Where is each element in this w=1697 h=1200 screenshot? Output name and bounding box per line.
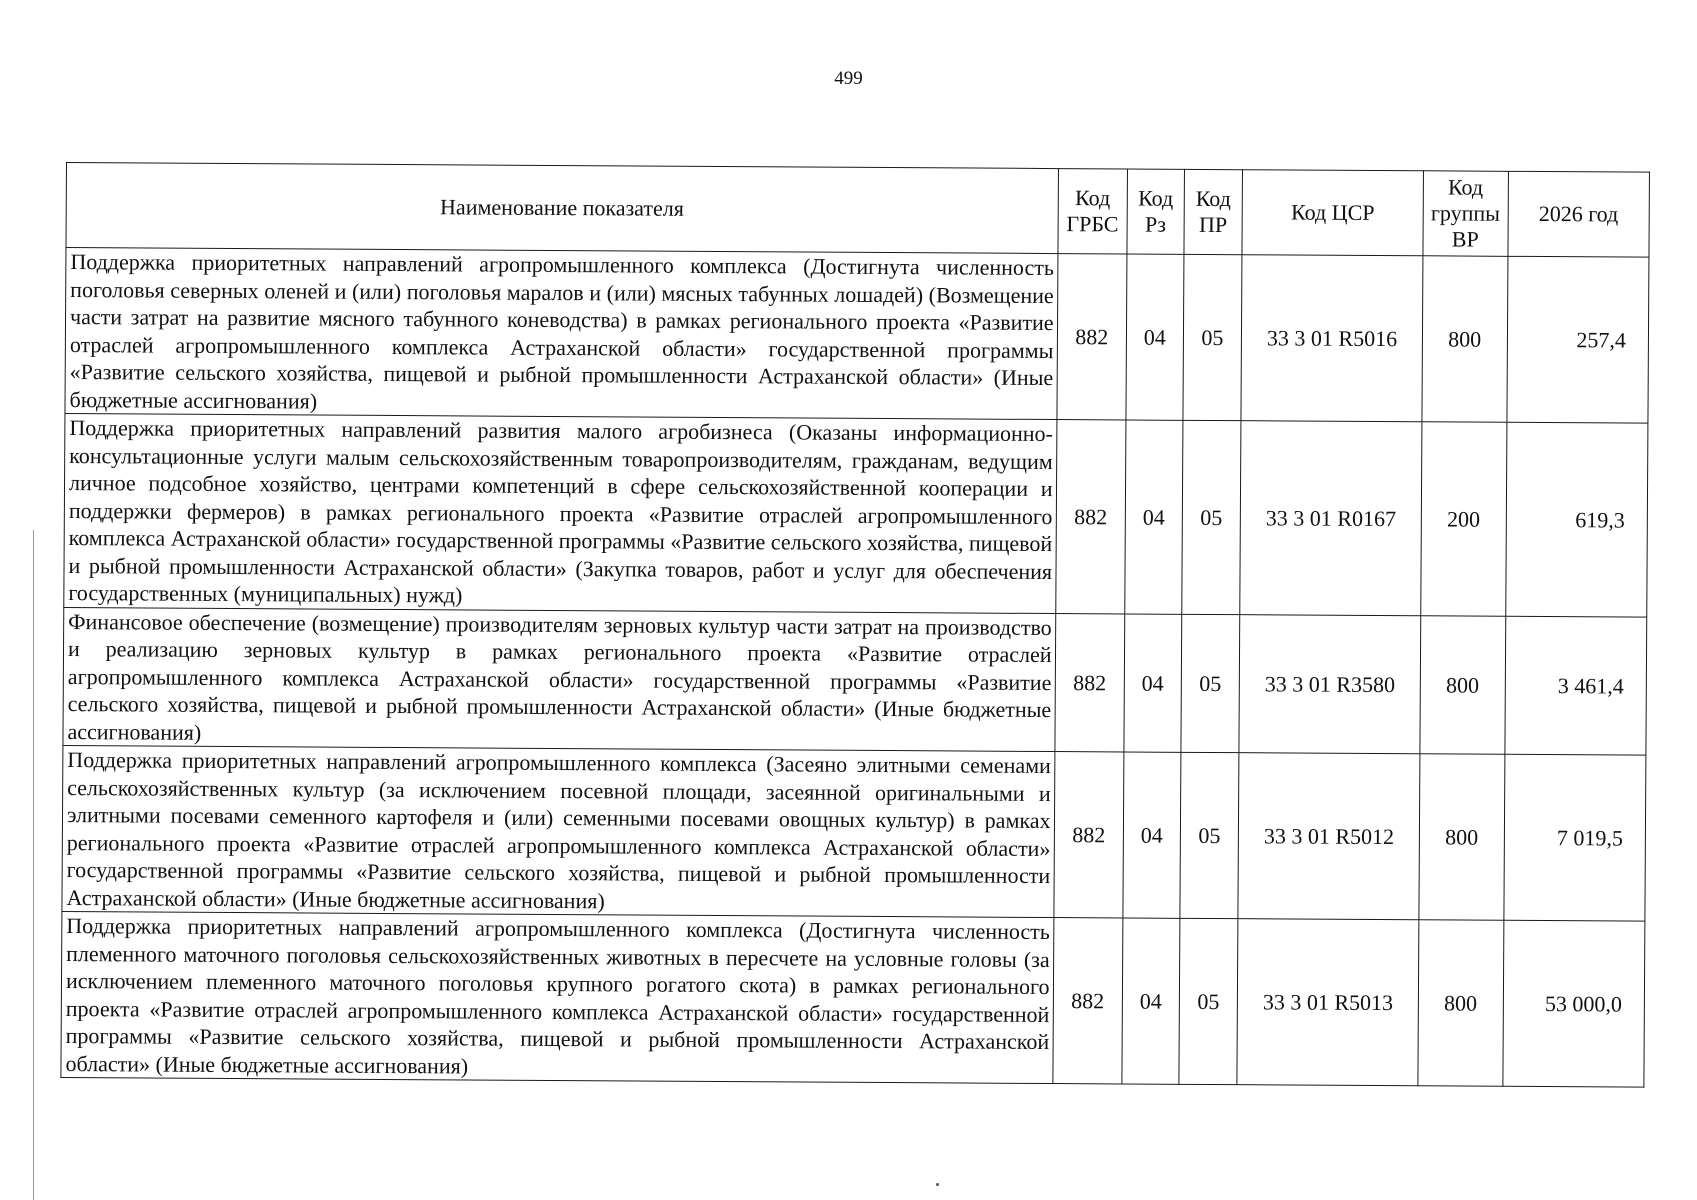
row-amount: 53 000,0 xyxy=(1503,920,1645,1087)
row-grbs: 882 xyxy=(1052,918,1123,1084)
row-rz: 04 xyxy=(1124,613,1181,752)
row-vr: 200 xyxy=(1421,422,1507,616)
row-vr: 800 xyxy=(1420,615,1506,754)
row-vr: 800 xyxy=(1422,256,1508,423)
row-pr: 05 xyxy=(1183,254,1243,420)
budget-table-container xyxy=(60,162,1650,1088)
row-grbs: 882 xyxy=(1054,613,1124,752)
row-csr: 33 3 01 R5013 xyxy=(1237,919,1418,1086)
row-rz: 04 xyxy=(1125,420,1183,614)
table-row xyxy=(64,413,1648,616)
row-csr: 33 3 01 R0167 xyxy=(1240,421,1422,616)
row-csr: 33 3 01 R5012 xyxy=(1238,753,1419,920)
header-rz: Код Рз xyxy=(1127,169,1184,254)
row-grbs: 882 xyxy=(1053,752,1124,918)
row-name: Поддержка приоритетных направлений развития малого агробизнеса (Оказаны информационно-консультационные услуги малым сельскохозяйственным товаропроизводителям, гражданам, ведущим личное подсобное хозяйство, центрами компетенций в сфере сельскохозяйственной кооперации и поддержки фермеров) в рамках регионального проекта «Развитие отраслей агропромышленного комплекса Астраханской области» государственной программы «Развитие сельского хозяйства, пищевой и рыбной промышленности Астраханской области» (Закупка товаров, работ и услуг для обеспечения государственных (муниципальных) нужд) xyxy=(64,413,1057,613)
row-pr: 05 xyxy=(1181,614,1241,753)
row-name: Финансовое обеспечение (возмещение) производителям зерновых культур части затрат на производство и реализацию зерновых культур в рамках регионального проекта «Развитие отраслей агропромышленного комплекса Астраханской области» государственной программы «Развитие сельского хозяйства, пищевой и рыбной промышленности Астраханской области» (Иные бюджетные ассигнования) xyxy=(63,607,1055,752)
header-vr: Код группы ВР xyxy=(1423,171,1508,257)
row-amount: 619,3 xyxy=(1505,422,1648,616)
header-grbs: Код ГРБС xyxy=(1058,169,1128,254)
header-name: Наименование показателя xyxy=(66,163,1058,254)
table-row xyxy=(65,248,1649,424)
scan-margin-line xyxy=(33,530,34,1200)
header-csr: Код ЦСР xyxy=(1242,170,1423,256)
header-pr: Код ПР xyxy=(1184,169,1243,254)
row-rz: 04 xyxy=(1122,918,1180,1084)
table-row xyxy=(61,911,1645,1087)
scan-speck xyxy=(936,1183,939,1186)
row-vr: 800 xyxy=(1419,754,1505,921)
row-pr: 05 xyxy=(1181,420,1241,614)
row-grbs: 882 xyxy=(1055,420,1126,614)
row-pr: 05 xyxy=(1179,918,1239,1084)
table-header-row xyxy=(66,163,1649,258)
budget-table xyxy=(60,162,1650,1088)
row-name: Поддержка приоритетных направлений агропромышленного комплекса (Засеяно элитными семенами сельскохозяйственных культур (за исключением посевной площади, засеянной оригинальными и элитными посевами семенного картофеля и (или) семенными посевами овощных культур) в рамках регионального проекта «Развитие отраслей агропромышленного комплекса Астраханской области» государственной программы «Развитие сельского хозяйства, пищевой и рыбной промышленности Астраханской области» (Иные бюджетные ассигнования) xyxy=(62,745,1055,917)
row-csr: 33 3 01 R3580 xyxy=(1239,614,1420,754)
header-year: 2026 год xyxy=(1508,171,1650,257)
row-amount: 7 019,5 xyxy=(1504,754,1646,921)
table-row xyxy=(63,607,1647,755)
row-pr: 05 xyxy=(1180,752,1240,918)
table-row xyxy=(62,745,1646,921)
row-amount: 257,4 xyxy=(1507,256,1649,423)
row-rz: 04 xyxy=(1123,752,1181,918)
row-name: Поддержка приоритетных направлений агропромышленного комплекса (Достигнута численность поголовья северных оленей и (или) поголовья маралов и (или) мясных табунных лошадей) (Возмещение части затрат на развитие мясного табунного коневодства) в рамках регионального проекта «Развитие отраслей агропромышленного комплекса Астраханской области» государственной программы «Развитие сельского хозяйства, пищевой и рыбной промышленности Астраханской области» (Иные бюджетные ассигнования) xyxy=(65,248,1058,420)
row-vr: 800 xyxy=(1418,920,1504,1087)
row-csr: 33 3 01 R5016 xyxy=(1241,255,1422,422)
row-grbs: 882 xyxy=(1056,254,1127,420)
row-amount: 3 461,4 xyxy=(1505,616,1647,755)
page-number: 499 xyxy=(834,68,863,89)
row-rz: 04 xyxy=(1126,254,1184,420)
row-name: Поддержка приоритетных направлений агропромышленного комплекса (Достигнута численность племенного маточного поголовья сельскохозяйственных животных в пересчете на условные головы (за исключением племенного маточного поголовья крупного рогатого скота) в рамках регионального проекта «Развитие отраслей агропромышленного комплекса Астраханской области» государственной программы «Развитие сельского хозяйства, пищевой и рыбной промышленности Астраханской области» (Иные бюджетные ассигнования) xyxy=(61,911,1054,1083)
